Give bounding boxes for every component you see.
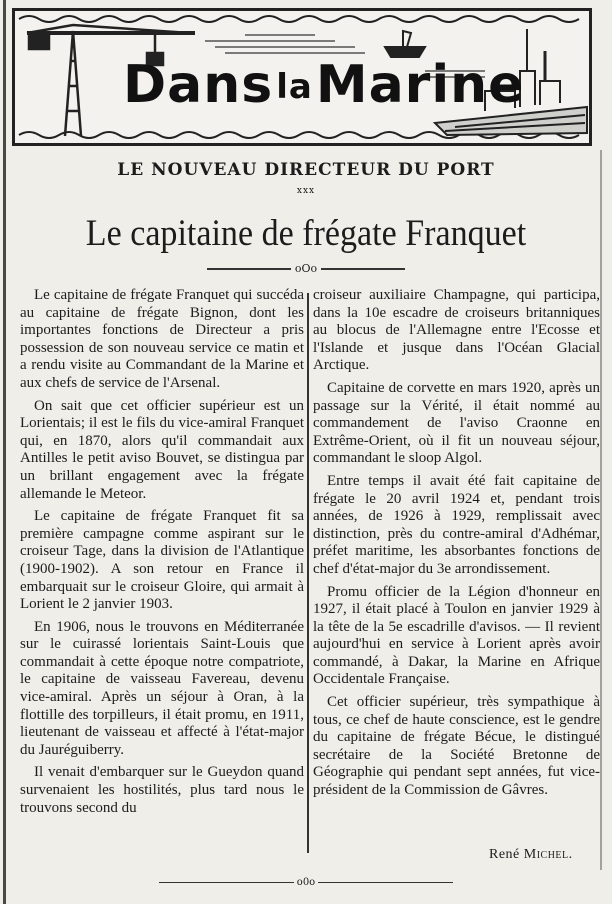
author-last-name: Michel. [523,847,573,862]
bottom-rule-right [318,882,453,884]
paragraph: Cet officier supérieur, très sympathique à tous, ce chef de haute conscience, est le gendre du capitaine de frégate Bécue, le distingué secrétaire de la Société Bretonne de Géographie qui pendant sept années, fut vice-président de la Commission de Gâvres. [313,694,600,799]
paragraph: Capitaine de corvette en mars 1920, après un passage sur la Vérité, il était nommé au commandement de l'aviso Craonne en Extrême-Orient, où il fit un nouveau séjour, commandant le sloop Algol. [313,379,600,467]
paragraph: Le capitaine de frégate Franquet fit sa première campagne comme aspirant sur le croiseur Tage, dans la division de l'Atlantique (1900-1902). A son retour en France il embarquait sur le croiseur Gloire, qui armait à Lorient le 2 janvier 1903. [20,508,304,613]
title-word-dans: Dans [123,55,274,115]
article-column-right [313,287,600,805]
bottom-rule-left [159,882,294,884]
article-column-left [20,287,304,822]
boat-icon [385,31,425,57]
article-kicker: LE NOUVEAU DIRECTEUR DU PORT [117,160,495,180]
paragraph: Le capitaine de frégate Franquet qui succéda au capitaine de frégate Bignon, dont les importantes fonctions de Directeur a pris possession de son nouveau service ce matin et a rendu visite au Commandant de la Marine et aux chefs de service de l'Arsenal. [20,287,304,391]
ornament-rule-left [207,268,291,270]
column-divider [307,293,309,853]
paragraph: Il venait d'embarquer sur le Gueydon quand survenaient les hostilités, plus tard nous le trouvons second du [20,764,304,816]
bottom-ornament [0,877,612,888]
paragraph: On sait que cet officier supérieur est un Lorientais; il est le fils du vice-amiral Franquet qui, en 1870, alors qu'il commandait aux Antilles le petit aviso Bouvet, se distingua par un brillant engagement avec la frégate allemande le Meteor. [20,397,304,502]
masthead-title [123,55,525,115]
author-first-name: René [489,847,520,862]
paragraph: Entre temps il avait été fait capitaine de frégate le 20 avril 1924 et, pendant trois années, de 1926 à 1929, remplissait avec distinction, près du contre-amiral d'Adhémar, préfet maritime, les absorbantes fonctions de chef d'état-major du 3e arrondissement. [313,472,600,577]
column-frame-right [600,150,602,870]
ornament-glyph: oOo [294,262,318,275]
page-edge [3,0,6,904]
title-word-la: la [276,67,313,107]
ornament-rule-right [321,268,405,270]
paragraph: croiseur auxiliaire Champagne, qui participa, dans la 10e escadre de croiseurs britanniques au blocus de l'Allemagne entre l'Ecosse et l'Islande et jusque dans l'Océan Glacial Arctique. [313,287,600,374]
bottom-ornament-glyph: o0o [296,877,316,888]
masthead-banner [12,8,592,146]
paragraph: En 1906, nous le trouvons en Méditerranée sur le cuirassé lorientais Saint-Louis que commandait à cette époque notre compatriote, le capitaine de vaisseau Favereau, devenu vice-amiral. Après un séjour à Oran, à la flottille des torpilleurs, il était promu, en 1911, lieutenant de vaisseau et affecté à l'état-major du Jauréguiberry. [20,618,304,758]
author-signature [489,847,573,863]
kicker-separator: xxx [296,186,316,196]
headline-ornament [0,262,612,275]
article-headline: Le capitaine de frégate Franquet [85,213,527,254]
title-word-marine: Marine [315,55,525,115]
paragraph: Promu officier de la Légion d'honneur en 1927, il était placé à Toulon en janvier 1929 à la tête de la 5e escadrille d'avisos. — Il revient aujourd'hui en service à Lorient après avoir commandé, à Dakar, la Marine en Afrique Occidentale Française. [313,583,600,688]
